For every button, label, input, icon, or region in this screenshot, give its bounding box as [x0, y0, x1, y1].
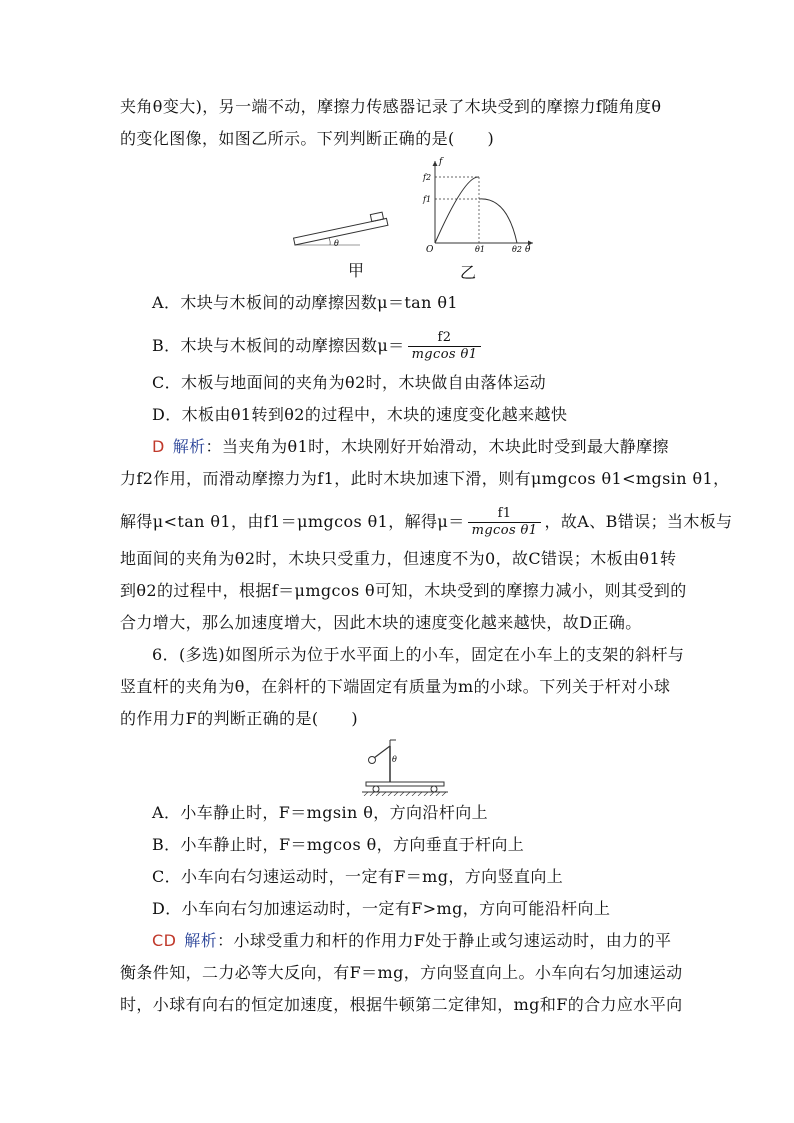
option-b	[152, 330, 712, 363]
fraction-numerator: f2	[408, 330, 482, 347]
figure-yi-caption: 乙	[460, 263, 477, 282]
text-line: 的变化图像，如图乙所示。下列判断正确的是( )	[120, 129, 495, 148]
text-line: 的作用力F的判断正确的是( )	[120, 709, 358, 728]
analysis-text: ：小球受重力和杆的作用力F处于静止或匀速运动时，由力的平	[217, 931, 672, 950]
analysis-label: 解析	[184, 931, 218, 950]
figure-jia-board	[290, 200, 400, 252]
option-a: A．小车静止时，F＝mgsin θ，方向沿杆向上	[152, 803, 489, 822]
fraction-denominator: mgcos θ1	[471, 523, 538, 538]
fraction-numerator: f1	[468, 506, 542, 523]
text-line: 衡条件知，二力必等大反向，有F＝mg，方向竖直向上。小车向右匀加速运动	[120, 963, 683, 982]
board-theta-label: θ	[334, 239, 339, 248]
graph-f2-label: f2	[423, 173, 432, 182]
text-line: 到θ2的过程中，根据f＝μmgcos θ可知，木块受到的摩擦力减小，则其受到的	[120, 581, 687, 600]
figure-cart	[360, 738, 450, 796]
analysis-line	[152, 930, 712, 952]
text-line	[120, 506, 733, 539]
fraction	[408, 330, 482, 363]
figure-yi-graph	[415, 155, 540, 255]
graph-f-label: f	[439, 157, 443, 167]
option-b: B．小车静止时，F＝mgcos θ，方向垂直于杆向上	[152, 835, 525, 854]
analysis-label: 解析	[172, 437, 206, 456]
question-6-line: 6．(多选)如图所示为位于水平面上的小车，固定在小车上的支架的斜杆与	[152, 645, 685, 664]
text-line: 时，小球有向右的恒定加速度，根据牛顿第二定律知，mg和F的合力应水平向	[120, 995, 683, 1014]
graph-theta1-label: θ1	[475, 245, 485, 254]
option-b-text: B．木块与木板间的动摩擦因数μ＝	[152, 336, 405, 355]
text-line: 合力增大，那么加速度增大，因此木块的速度变化越来越快，故D正确。	[120, 613, 642, 632]
option-a: A．木块与木板间的动摩擦因数μ＝tan θ1	[152, 293, 458, 312]
text-line: 夹角θ变大)，另一端不动，摩擦力传感器记录了木块受到的摩擦力f随角度θ	[120, 97, 662, 116]
option-c: C．小车向右匀速运动时，一定有F＝mg，方向竖直向上	[152, 867, 564, 886]
option-d: D．木板由θ1转到θ2的过程中，木块的速度变化越来越快	[152, 405, 568, 424]
graph-theta-axis-label: θ	[525, 245, 531, 255]
analysis-text: ：当夹角为θ1时，木块刚好开始滑动，木块此时受到最大静摩擦	[205, 437, 669, 456]
analysis-line	[152, 436, 712, 458]
answer-key: D	[152, 437, 165, 456]
graph-theta2-label: θ2	[512, 245, 522, 254]
analysis-text: 解得μ<tan θ1，由f1＝μmgcos θ1，解得μ＝	[120, 512, 465, 531]
analysis-text: ，故A、B错误；当木板与	[544, 512, 733, 531]
fraction-denominator: mgcos θ1	[411, 347, 478, 362]
option-c: C．木板与地面间的夹角为θ2时，木块做自由落体运动	[152, 373, 547, 392]
text-line: 力f2作用，而滑动摩擦力为f1，此时木块加速下滑，则有μmgcos θ1<mgsin θ1，	[120, 469, 730, 488]
fraction	[468, 506, 542, 539]
figure-jia-caption: 甲	[348, 261, 365, 280]
graph-f1-label: f1	[423, 195, 432, 204]
option-d: D．小车向右匀加速运动时，一定有F>mg，方向可能沿杆向上	[152, 899, 611, 918]
graph-origin-label: O	[426, 245, 434, 255]
text-line: 地面间的夹角为θ2时，木块只受重力，但速度不为0，故C错误；木板由θ1转	[120, 549, 677, 568]
text-line: 竖直杆的夹角为θ，在斜杆的下端固定有质量为m的小球。下列关于杆对小球	[120, 677, 671, 696]
answer-key: CD	[152, 931, 177, 950]
cart-theta-label: θ	[392, 755, 397, 764]
